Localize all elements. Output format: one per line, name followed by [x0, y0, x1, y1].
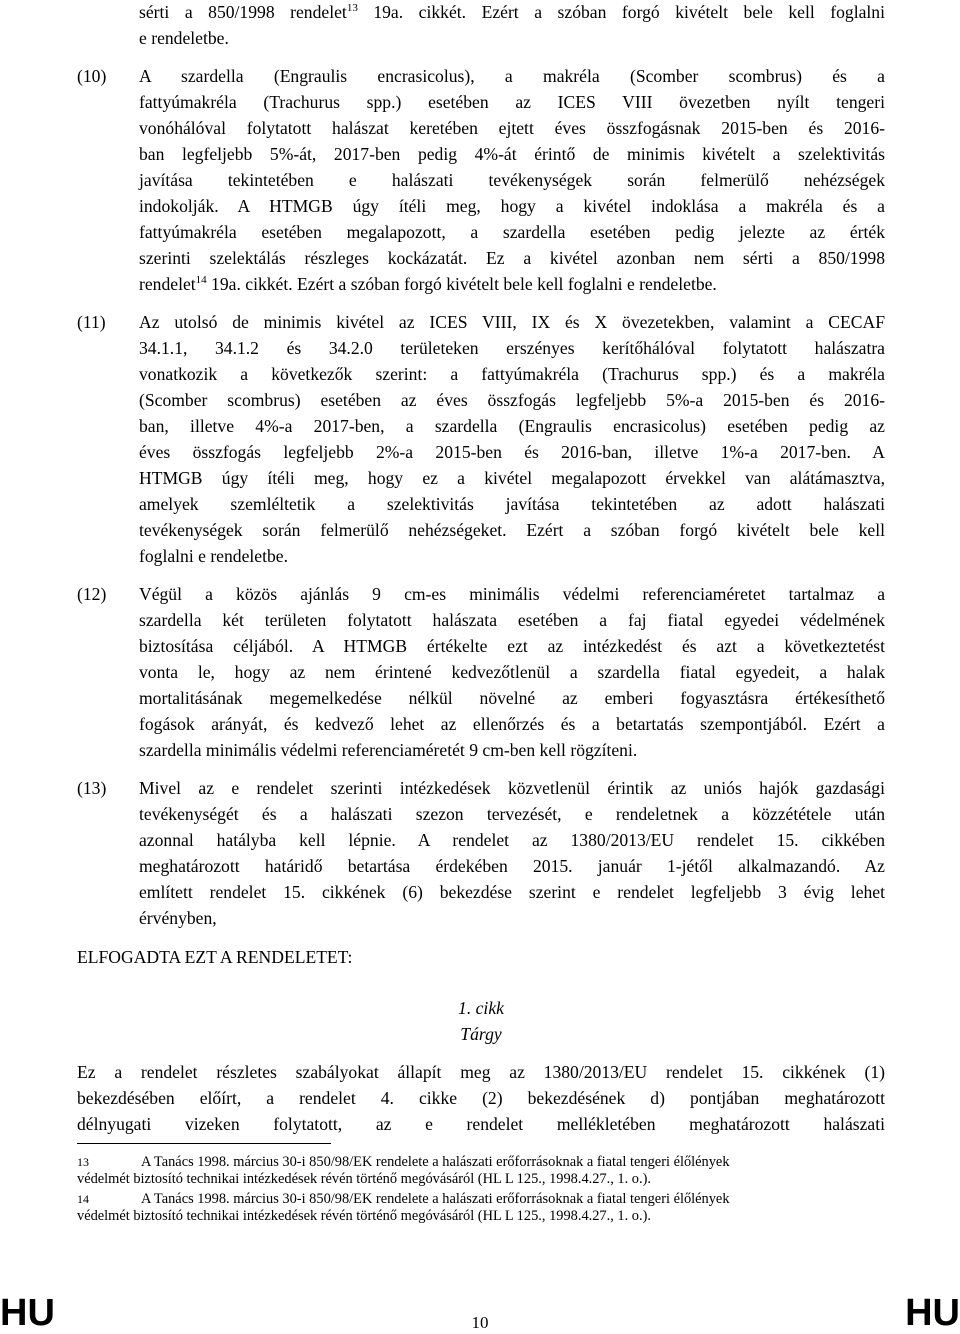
recital-11-line: (Scomber scombrus) esetében az éves összfogás legfeljebb 5%-a 2015-ben és 2016-	[139, 390, 885, 410]
footnote-ref-14[interactable]: 14	[195, 274, 207, 286]
article-subject: Tárgy	[460, 1024, 502, 1044]
recital-number-11: (11)	[77, 312, 106, 332]
footnote-text: védelmét biztosító technikai intézkedések révén történő megóvásáról (HL L 125., 1998.4.27., 1. o.).	[77, 1208, 651, 1224]
recital-13-line: meghatározott határidő betartása érdekében 2015. január 1-jétől alkalmazandó. Az	[139, 856, 885, 876]
footnote-ref-13[interactable]: 13	[346, 2, 358, 14]
footnote-text: A Tanács 1998. március 30-i 850/98/EK rendelete a halászati erőforrásoknak a fiatal tengeri élőlények	[141, 1191, 730, 1207]
recital-10-line: A szardella (Engraulis encrasicolus), a makréla (Scomber scombrus) és a	[139, 66, 885, 86]
recital-11-line: tevékenységek során felmerülő nehézségeket. Ezért a szóban forgó kivételt bele kell	[139, 520, 885, 540]
recital-10-line: szerinti szelektálás részleges kockázatát. Ez a kivétel azonban nem sérti a 850/1998	[139, 248, 885, 268]
carryover-line-1: sérti a 850/1998 rendelet$^{13}$ 19a. cikkét. Ezért a szóban forgó kivételt bele kell foglalni	[139, 2, 885, 22]
recital-11-line: Az utolsó de minimis kivétel az ICES VIII, IX és X övezetekben, valamint a CECAF	[139, 312, 885, 332]
recital-number-12: (12)	[77, 584, 107, 604]
recital-11-line: amelyek szemléltetik a szelektivitás javítása tekintetében az adott halászati	[139, 494, 885, 514]
recital-11-line: foglalni e rendeletbe.	[139, 546, 288, 566]
recital-12-line: szardella két területen folytatott halászata esetében a faj fiatal egyedei védelmének	[139, 610, 885, 630]
recital-11-line: 34.1.1, 34.1.2 és 34.2.0 területeken erszényes kerítőhálóval folytatott halászatra	[139, 338, 885, 358]
footnote-mark: 14	[77, 1192, 89, 1206]
recital-12-line: mortalitásának megemelkedése nélkül növelné az emberi fogyasztásra értékesíthető	[139, 688, 885, 708]
recital-11-line: vonatkozik a következők szerint: a fattyúmakréla (Trachurus spp.) és a makréla	[139, 364, 885, 384]
recital-13-line: érvényben,	[139, 908, 217, 928]
recital-13-line: Mivel az e rendelet szerinti intézkedések közvetlenül érintik az uniós hajók gazdasági	[139, 778, 885, 798]
recital-12-line: szardella minimális védelmi referenciaméretét 9 cm-ben kell rögzíteni.	[139, 740, 638, 760]
recital-10-line: javítása tekintetében e halászati tevékenységek során felmerülő nehézségek	[139, 170, 885, 190]
recital-11-line: ban, illetve 4%-a 2017-ben, a szardella (Engraulis encrasicolus) esetében pedig az	[139, 416, 885, 436]
language-code-left: HU	[0, 1292, 55, 1334]
recital-11-line: HTMGB úgy ítéli meg, hogy ez a kivétel megalapozott érvekkel van alátámasztva,	[139, 468, 885, 488]
footnote-mark: 13	[77, 1155, 89, 1169]
recital-13-line: említett rendelet 15. cikkének (6) bekezdése szerint e rendelet legfeljebb 3 évig lehet	[139, 882, 885, 902]
recital-10-line: indokolják. A HTMGB úgy ítéli meg, hogy a kivétel indoklása a makréla és a	[139, 196, 885, 216]
language-code-right: HU	[905, 1292, 960, 1334]
footnote-text: védelmét biztosító technikai intézkedések révén történő megóvásáról (HL L 125., 1998.4.27., 1. o.).	[77, 1171, 651, 1187]
recital-number-10: (10)	[77, 66, 107, 86]
recital-12-line: vonta le, hogy az nem érintené kedvezőtlenül a szardella fiatal egyedeit, a halak	[139, 662, 885, 682]
footnote-14	[77, 1191, 885, 1225]
recital-12-line: Végül a közös ajánlás 9 cm-es minimális védelmi referenciaméretet tartalmaz a	[139, 584, 885, 604]
recital-12-line: biztosítása céljából. A HTMGB értékelte ezt az intézkedést és azt a következtetést	[139, 636, 885, 656]
footnote-13	[77, 1154, 885, 1188]
article-text-line: délnyugati vizeken folytatott, az e rendelet mellékletében meghatározott halászati	[77, 1114, 885, 1134]
footnote-text: A Tanács 1998. március 30-i 850/98/EK rendelete a halászati erőforrásoknak a fiatal tengeri élőlények	[141, 1154, 730, 1170]
recital-10-line: rendelet$^{14}$ 19a. cikkét. Ezért a szóban forgó kivételt bele kell foglalni e rendeletbe.	[139, 274, 717, 294]
article-title: 1. cikk	[458, 998, 504, 1018]
recital-11-line: éves összfogás legfeljebb 2%-a 2015-ben és 2016-ban, illetve 1%-a 2017-ben. A	[139, 442, 885, 462]
recital-12-line: fogások arányát, és kedvező lehet az ellenőrzés és a betartatás szempontjából. Ezért a	[139, 714, 885, 734]
article-text-line: Ez a rendelet részletes szabályokat állapít meg az 1380/2013/EU rendelet 15. cikkének (1)	[77, 1062, 885, 1082]
adoption-formula: ELFOGADTA EZT A RENDELETET:	[77, 947, 353, 967]
recital-10-line: fattyúmakréla (Trachurus spp.) esetében az ICES VIII övezetben nyílt tengeri	[139, 92, 885, 112]
recital-number-13: (13)	[77, 778, 107, 798]
recital-10-line: fattyúmakréla esetében megalapozott, a szardella esetében pedig jelezte az érték	[139, 222, 885, 242]
carryover-line-2: e rendeletbe.	[139, 28, 229, 48]
recital-13-line: azonnal hatályba kell lépnie. A rendelet az 1380/2013/EU rendelet 15. cikkében	[139, 830, 885, 850]
recital-10-line: vonóhálóval folytatott halászat keretében ejtett éves összfogásnak 2015-ben és 2016-	[139, 118, 885, 138]
footnote-separator	[77, 1143, 331, 1144]
recital-13-line: tevékenységét és a halászati szezon tervezését, e rendeletnek a közzététele után	[139, 804, 885, 824]
article-text-line: bekezdésében előírt, a rendelet 4. cikke (2) bekezdésének d) pontjában meghatározott	[77, 1088, 885, 1108]
recital-10-line: ban legfeljebb 5%-át, 2017-ben pedig 4%-át érintő de minimis kivételt a szelektivitás	[139, 144, 885, 164]
page-number: 10	[471, 1313, 489, 1332]
